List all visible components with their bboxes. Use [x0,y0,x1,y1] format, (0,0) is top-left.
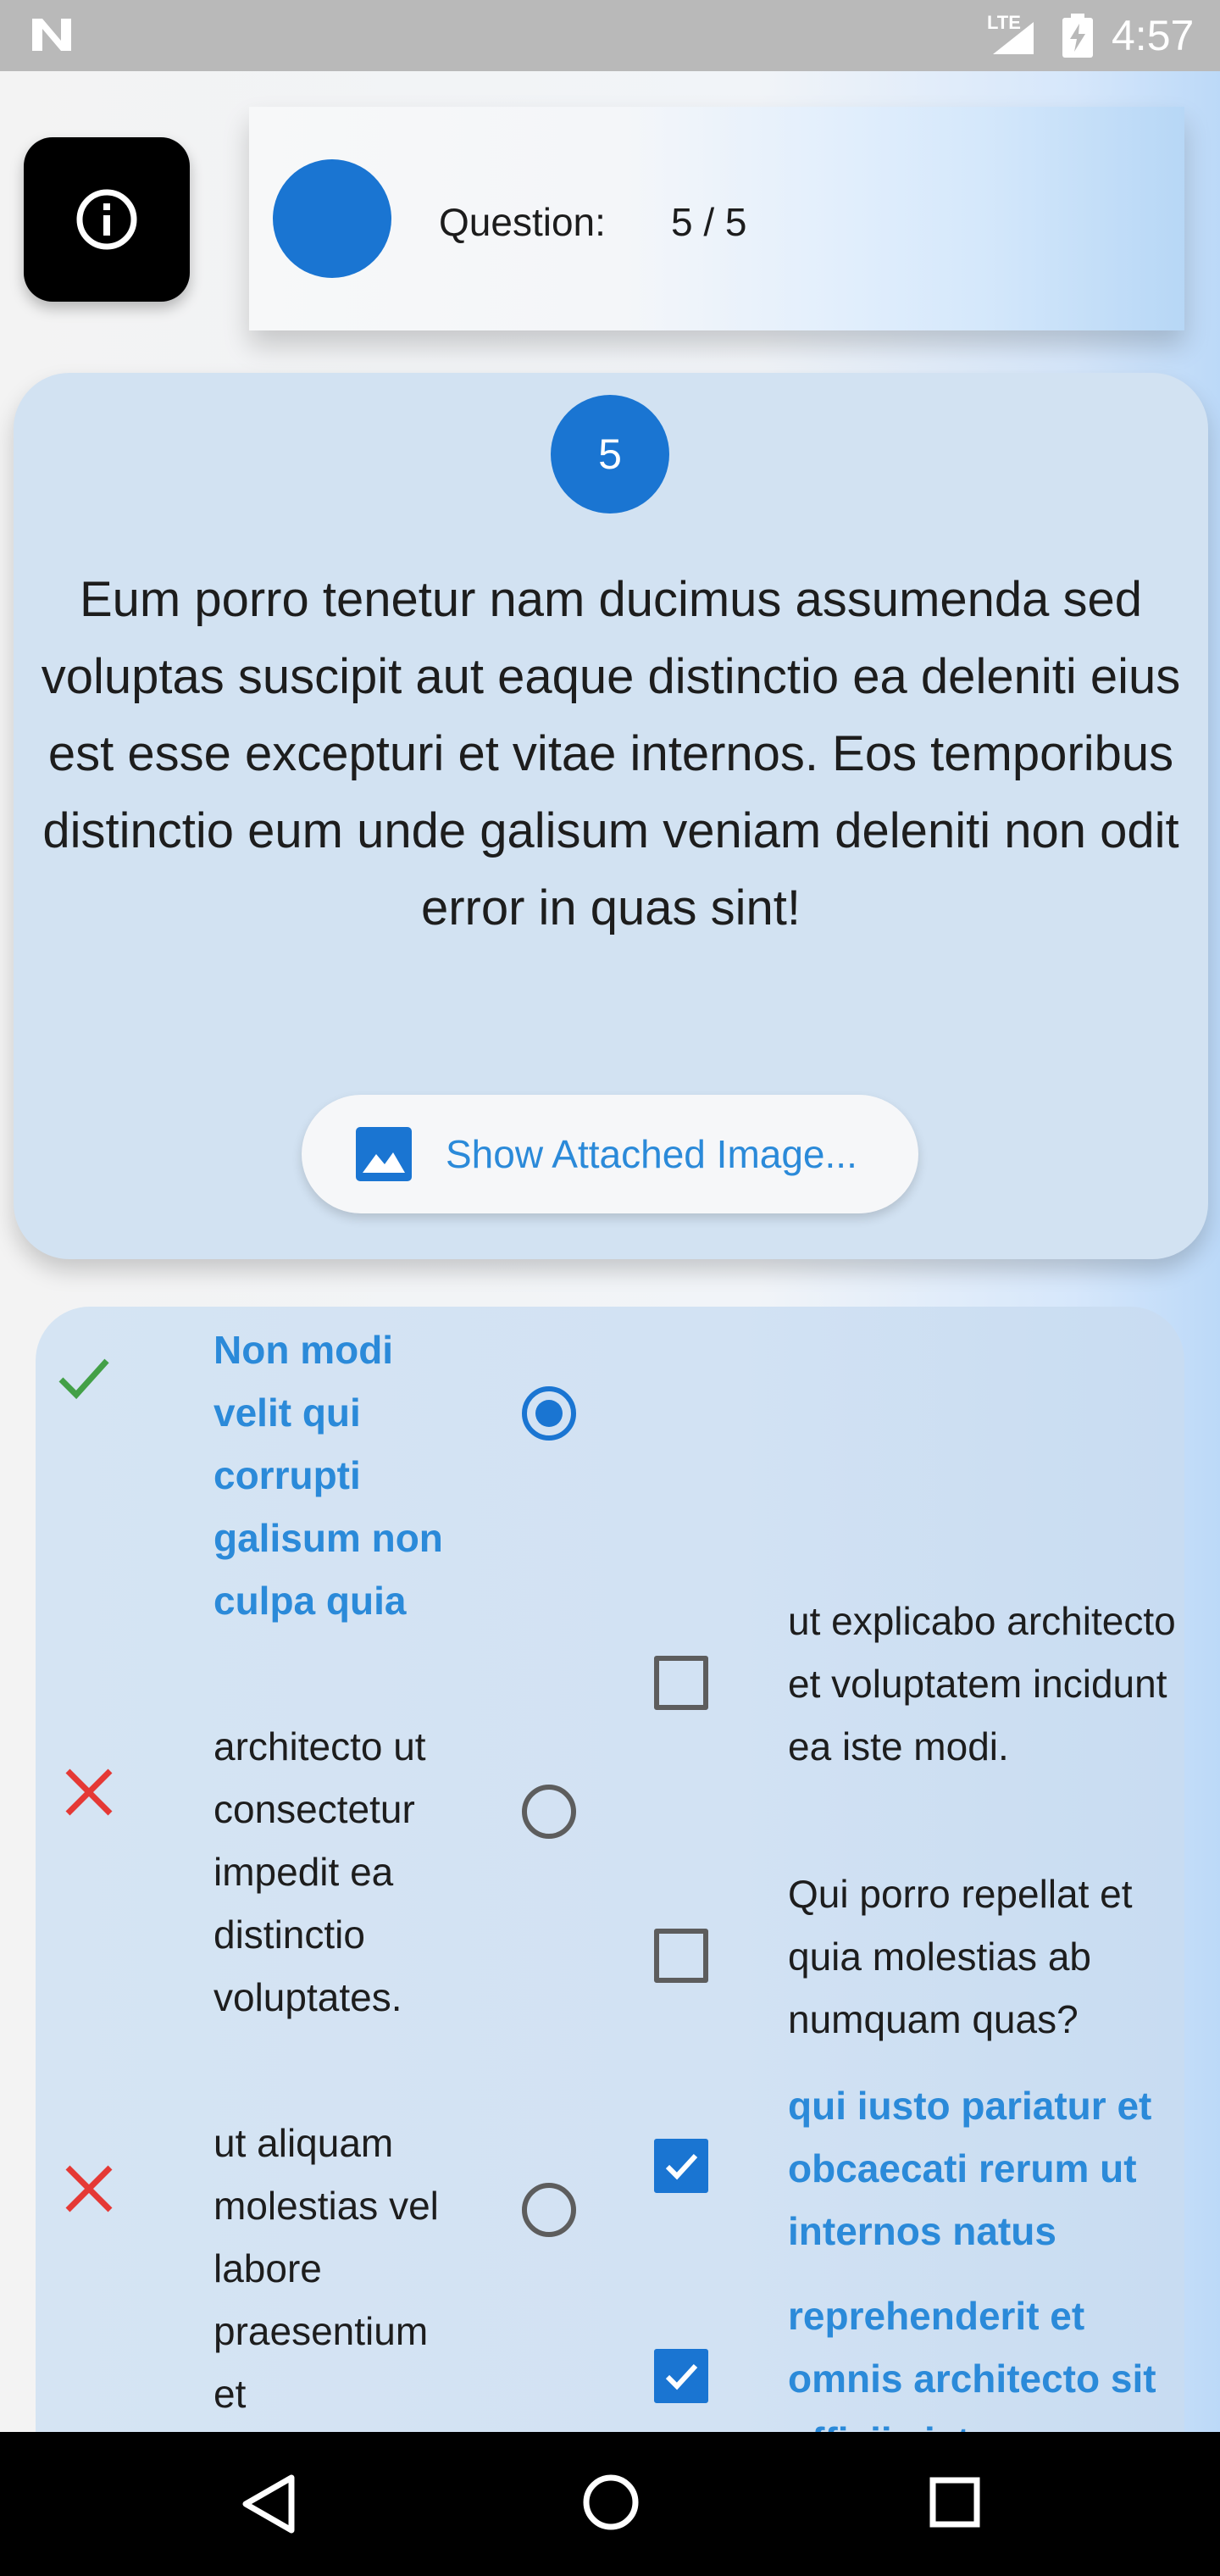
question-card [14,373,1208,1259]
image-icon [356,1127,412,1181]
single-answer-2-radio[interactable] [522,1785,576,1839]
network-type: LTE [987,12,1021,33]
question-label: Question: [439,200,606,244]
answers-card [36,1307,1184,2518]
n-logo-icon [30,15,73,54]
progress-indicator [273,159,391,278]
signal-icon [990,19,1037,56]
recent-apps-icon[interactable] [929,2476,981,2529]
multi-answer-4-text: reprehenderit et omnis architecto sit [788,2294,1156,2401]
status-bar [0,0,1220,71]
home-icon[interactable] [581,2473,640,2532]
question-text: Eum porro tenetur nam ducimus assumenda sed voluptas suscipit aut eaque distinctio ea deleniti eius est esse excepturi et vitae internos. Eos temporibus distinctio eum unde galisum veniam deleniti non odit error in quas sint! [41,572,1181,935]
checkmark-icon [661,2146,702,2186]
checkmark-icon [661,2356,702,2396]
back-icon[interactable] [239,2473,300,2535]
cross-icon [61,1764,117,1820]
multi-answer-2-checkbox[interactable] [654,1929,708,1983]
question-number-badge: 5 [551,395,669,514]
check-icon [56,1349,112,1405]
multi-answer-1-checkbox[interactable] [654,1656,708,1710]
cross-icon [61,2161,117,2217]
multi-answer-3-checkbox[interactable] [654,2139,708,2193]
clock: 4:57 [1112,12,1195,59]
single-answer-1-radio[interactable] [522,1386,576,1441]
multi-answer-1-text: ut explicabo architecto et voluptatem incidunt ea iste modi. [788,1599,1176,1768]
single-answer-1-text: Non modi velit qui corrupti galisum non culpa quia [214,1328,443,1623]
battery-charging-icon [1062,14,1093,58]
single-answer-3-text: ut aliquam molestias vel labore praesentium et [214,2121,439,2416]
question-progress-card [249,107,1184,330]
info-button[interactable] [24,137,190,302]
info-icon [75,187,139,252]
multi-answer-4-checkbox[interactable] [654,2349,708,2403]
navigation-bar [0,2432,1220,2576]
single-answer-2-text: architecto ut consectetur impedit ea distinctio voluptates. [214,1724,426,2019]
show-attached-image-button[interactable] [302,1095,918,1213]
show-image-label: Show Attached Image... [446,1132,857,1176]
multi-answer-3-text: qui iusto pariatur et obcaecati rerum ut internos natus [788,2084,1152,2253]
single-answer-3-radio[interactable] [522,2183,576,2237]
multi-answer-2-text: Qui porro repellat et quia molestias ab numquam quas? [788,1872,1133,2041]
question-count: 5 / 5 [671,200,747,244]
